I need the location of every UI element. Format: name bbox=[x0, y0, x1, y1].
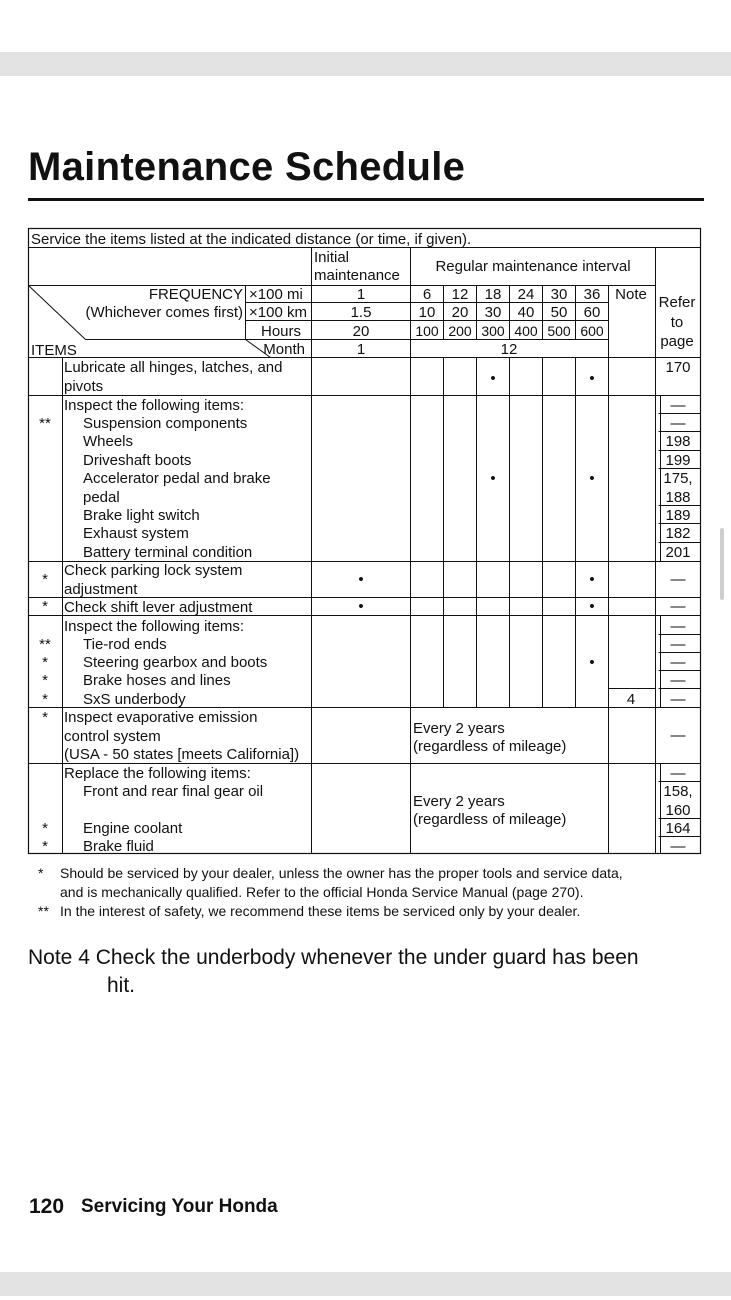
hours-value: 500 bbox=[547, 323, 571, 339]
page-ref: — bbox=[670, 672, 686, 689]
inspect1-item: Battery terminal condition bbox=[83, 544, 253, 561]
mi-value: 18 bbox=[484, 286, 502, 303]
dealer-mark: * bbox=[42, 598, 48, 615]
page-ref: 164 bbox=[665, 820, 691, 837]
schedule-dot: • bbox=[589, 598, 595, 615]
replace-item: Brake fluid bbox=[83, 838, 154, 855]
dealer-mark: * bbox=[42, 672, 48, 689]
row-evap-line1: Inspect evaporative emission bbox=[64, 709, 258, 726]
replace-interval-line1: Every 2 years bbox=[413, 793, 505, 810]
header-refer: Refer bbox=[658, 294, 696, 311]
inspect2-item: Brake hoses and lines bbox=[83, 672, 231, 689]
row-lube-line2: pivots bbox=[64, 378, 104, 395]
hours-value: 400 bbox=[514, 323, 538, 339]
evap-interval-line1: Every 2 years bbox=[413, 720, 505, 737]
page-ref: 158, bbox=[663, 783, 693, 800]
initial-hours: 20 bbox=[352, 323, 370, 340]
evap-interval-line2: (regardless of mileage) bbox=[413, 738, 567, 755]
header-frequency: FREQUENCY bbox=[148, 286, 243, 303]
replace-item: Engine coolant bbox=[83, 820, 183, 837]
row-evap-line2: control system bbox=[64, 728, 161, 745]
page-ref: — bbox=[670, 691, 686, 708]
km-value: 40 bbox=[517, 304, 535, 321]
page-ref: — bbox=[670, 838, 686, 855]
inspect1-item: Accelerator pedal and brake bbox=[83, 470, 271, 487]
page-ref: — bbox=[670, 415, 686, 432]
unit-km: ×100 km bbox=[249, 304, 307, 321]
footnote-double bbox=[38, 902, 580, 921]
km-value: 10 bbox=[418, 304, 436, 321]
row-parking-line1: Check parking lock system bbox=[64, 562, 243, 579]
hours-value: 600 bbox=[580, 323, 604, 339]
footnote-text: In the interest of safety, we recommend these items be serviced only by your dealer. bbox=[60, 903, 581, 919]
unit-month: Month bbox=[263, 341, 305, 358]
hours-value: 300 bbox=[481, 323, 505, 339]
page-ref: — bbox=[670, 636, 686, 653]
km-value: 50 bbox=[550, 304, 568, 321]
page-ref: 199 bbox=[665, 452, 691, 469]
page-ref: 175, bbox=[663, 470, 693, 487]
page-ref: — bbox=[670, 727, 686, 744]
page-ref: — bbox=[670, 765, 686, 782]
footnote-mark: * bbox=[38, 865, 44, 881]
dealer-mark: * bbox=[42, 838, 48, 855]
page-ref: 170 bbox=[665, 359, 691, 376]
initial-km: 1.5 bbox=[350, 304, 372, 321]
mi-value: 6 bbox=[422, 286, 432, 303]
month-value: 12 bbox=[500, 341, 518, 358]
initial-month: 1 bbox=[356, 341, 366, 358]
inspect2-item: Steering gearbox and boots bbox=[83, 654, 268, 671]
dealer-mark: * bbox=[42, 571, 48, 588]
page-ref: 189 bbox=[665, 507, 691, 524]
inspect1-item: Exhaust system bbox=[83, 525, 189, 542]
row-evap-line3: (USA - 50 states [meets California]) bbox=[64, 746, 300, 763]
footnote-single bbox=[38, 864, 623, 883]
schedule-dot: • bbox=[358, 598, 364, 615]
page-ref: — bbox=[670, 397, 686, 414]
page-title: Maintenance Schedule bbox=[28, 145, 466, 189]
footnote-mark: ** bbox=[38, 903, 49, 919]
header-page: page bbox=[660, 333, 694, 350]
schedule-dot: • bbox=[589, 571, 595, 588]
page-ref: 182 bbox=[665, 525, 691, 542]
header-diagonal bbox=[29, 286, 86, 340]
row-parking-line2: adjustment bbox=[64, 581, 138, 598]
inspect1-item: pedal bbox=[83, 489, 120, 506]
dealer-only-mark: ** bbox=[39, 636, 51, 653]
mi-value: 30 bbox=[550, 286, 568, 303]
inspect1-item: Wheels bbox=[83, 433, 134, 450]
replace-item: Front and rear final gear oil bbox=[83, 783, 264, 800]
dealer-mark: * bbox=[42, 654, 48, 671]
mi-value: 24 bbox=[517, 286, 535, 303]
schedule-dot: • bbox=[589, 654, 595, 671]
inspect1-item: Suspension components bbox=[83, 415, 248, 432]
replace-interval-line2: (regardless of mileage) bbox=[413, 811, 567, 828]
row-inspect1-heading: Inspect the following items: bbox=[64, 397, 245, 414]
dealer-mark: * bbox=[42, 709, 48, 726]
page-number: 120 bbox=[29, 1195, 65, 1218]
unit-mi: ×100 mi bbox=[249, 286, 303, 303]
header-regular-interval: Regular maintenance interval bbox=[435, 258, 631, 275]
dealer-mark: * bbox=[42, 691, 48, 708]
mi-value: 36 bbox=[583, 286, 601, 303]
row-replace-heading: Replace the following items: bbox=[64, 765, 251, 782]
row-shift-text: Check shift lever adjustment bbox=[64, 599, 253, 616]
header-note: Note bbox=[615, 286, 647, 303]
inspect1-item: Brake light switch bbox=[83, 507, 200, 524]
initial-mi: 1 bbox=[356, 286, 366, 303]
km-value: 20 bbox=[451, 304, 469, 321]
page-ref: 201 bbox=[665, 544, 691, 561]
table-caption: Service the items listed at the indicated distance (or time, if given). bbox=[31, 231, 472, 248]
schedule-dot: • bbox=[490, 370, 496, 387]
header-to: to bbox=[670, 314, 684, 331]
schedule-dot: • bbox=[589, 370, 595, 387]
header-initial-line2: maintenance bbox=[314, 267, 400, 284]
header-whichever: (Whichever comes first) bbox=[85, 304, 243, 321]
header-initial-line1: Initial bbox=[314, 249, 350, 266]
section-title: Servicing Your Honda bbox=[81, 1196, 278, 1217]
inspect1-item: Driveshaft boots bbox=[83, 452, 192, 469]
mi-value: 12 bbox=[451, 286, 469, 303]
footnote-single-cont bbox=[60, 883, 583, 902]
row-lube-line1: Lubricate all hinges, latches, and bbox=[64, 359, 283, 376]
page-ref: — bbox=[670, 654, 686, 671]
schedule-dot: • bbox=[358, 571, 364, 588]
note-4: Note 4 Check the underbody whenever the under guard has been bbox=[28, 946, 639, 969]
dealer-only-mark: ** bbox=[39, 415, 51, 432]
row-inspect2-heading: Inspect the following items: bbox=[64, 618, 245, 635]
footnote-text: and is mechanically qualified. Refer to the official Honda Service Manual (page 270). bbox=[60, 884, 584, 900]
header-items: ITEMS bbox=[31, 342, 77, 359]
page-ref: — bbox=[670, 618, 686, 635]
inspect2-item: Tie-rod ends bbox=[83, 636, 167, 653]
note-ref: 4 bbox=[626, 691, 636, 708]
page-ref: 188 bbox=[665, 489, 691, 506]
page-ref: — bbox=[670, 598, 686, 615]
footnote-text: Should be serviced by your dealer, unless the owner has the proper tools and service data, bbox=[60, 865, 623, 881]
dealer-mark: * bbox=[42, 820, 48, 837]
unit-hours: Hours bbox=[260, 323, 301, 340]
hours-value: 100 bbox=[415, 323, 439, 339]
km-value: 30 bbox=[484, 304, 502, 321]
schedule-dot: • bbox=[490, 470, 496, 487]
hours-value: 200 bbox=[448, 323, 472, 339]
page-ref: 198 bbox=[665, 433, 691, 450]
page-ref: — bbox=[670, 571, 686, 588]
km-value: 60 bbox=[583, 304, 601, 321]
schedule-dot: • bbox=[589, 470, 595, 487]
note-4-cont: hit. bbox=[107, 974, 136, 997]
inspect2-item: SxS underbody bbox=[83, 691, 186, 708]
page-ref: 160 bbox=[665, 802, 691, 819]
